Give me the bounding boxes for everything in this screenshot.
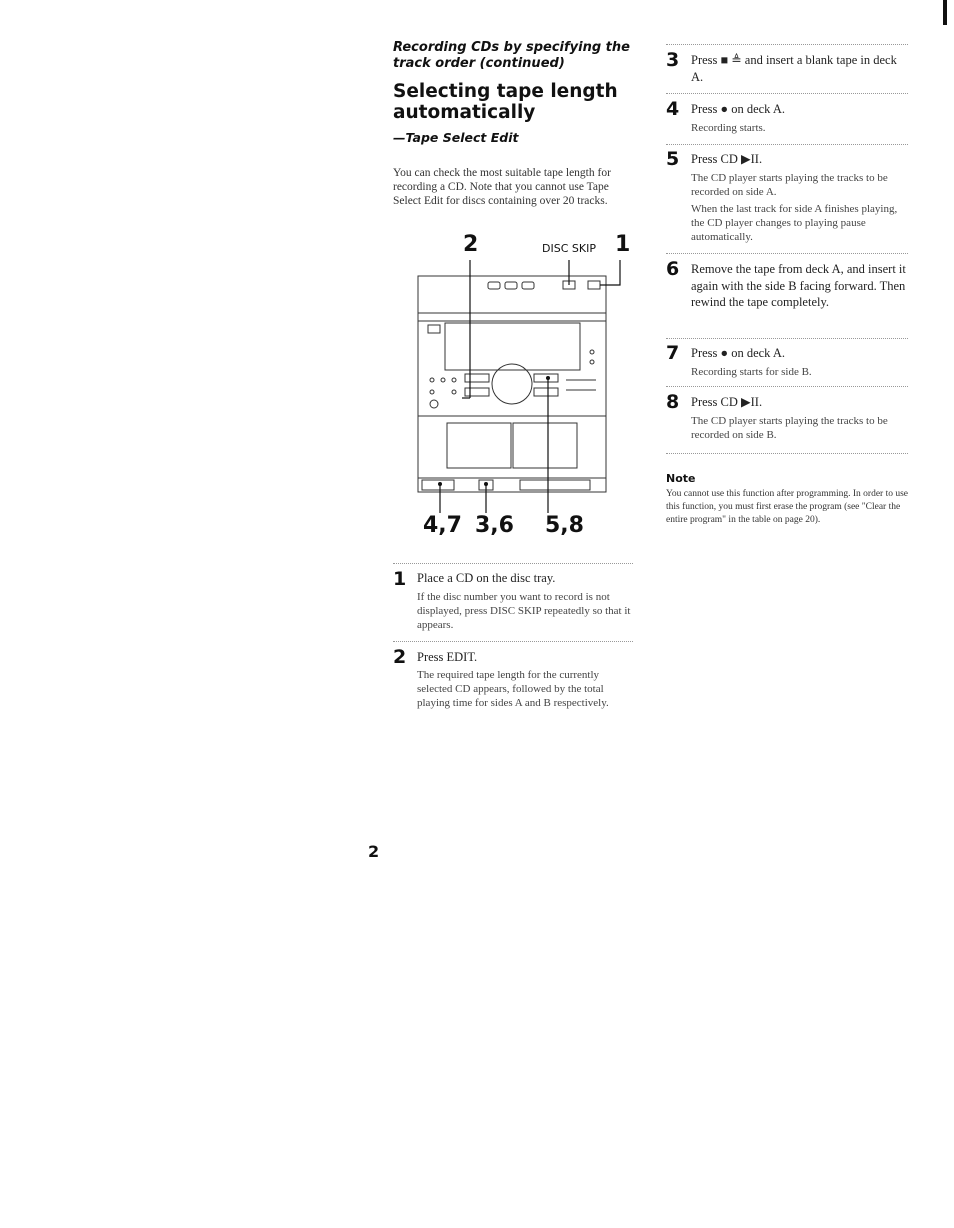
step-detail: If the disc number you want to record is not displayed, press DISC SKIP repeatedly so that it appears. (417, 591, 631, 631)
step-number: 2 (393, 646, 407, 668)
figure-label-disc-skip: DISC SKIP (542, 242, 596, 255)
figure-label-3-6: 3,6 (475, 513, 514, 538)
divider (666, 93, 908, 94)
step-detail-extra: When the last track for side A finishes playing, the CD player changes to playing pause automatically. (691, 203, 898, 243)
step-7 (666, 344, 911, 384)
divider (666, 253, 908, 254)
divider (666, 338, 908, 339)
continued-heading: Recording CDs by specifying the track order (continued) (393, 40, 630, 71)
section-subtitle: —Tape Select Edit (393, 130, 519, 145)
divider (666, 453, 908, 454)
step-instruction: Press ● on deck A. (691, 102, 786, 116)
step-number: 4 (666, 98, 680, 120)
step-number: 5 (666, 148, 680, 170)
step-instruction: Press ● on deck A. (691, 346, 786, 360)
step-number: 3 (666, 49, 680, 71)
step-4 (666, 100, 911, 140)
figure-label-1: 1 (615, 232, 631, 257)
step-detail: Recording starts. (691, 122, 766, 134)
divider (666, 386, 908, 387)
step-number: 8 (666, 391, 680, 413)
intro-paragraph: You can check the most suitable tape length for recording a CD. Note that you cannot use Tape Select Edit for discs containing over 20 tracks. (393, 167, 611, 207)
page-edge-tab-mark (943, 0, 947, 25)
note-body: You cannot use this function after programming. In order to use this function, you must first erase the program (see "Clear the entire program" in the table on page 20). (666, 489, 909, 525)
figure-label-4-7: 4,7 (423, 513, 462, 538)
divider (666, 144, 908, 145)
step-8 (666, 393, 911, 448)
step-1 (393, 570, 638, 640)
page-number: 2 (368, 842, 380, 861)
device-figure (400, 228, 640, 548)
section-title: Selecting tape length automatically (393, 81, 618, 123)
step-instruction: Place a CD on the disc tray. (417, 571, 556, 585)
step-2 (393, 648, 638, 728)
step-instruction: Press EDIT. (417, 650, 478, 664)
divider (393, 641, 633, 642)
step-6 (666, 260, 911, 330)
step-instruction: Remove the tape from deck A, and insert it again with the side B facing forward. Then rewind the tape completely. (691, 262, 906, 309)
step-detail: Recording starts for side B. (691, 366, 812, 378)
step-detail: The CD player starts playing the tracks to be recorded on side A. (691, 172, 888, 198)
step-instruction: Press ■ ≜ and insert a blank tape in deck A. (691, 53, 897, 84)
step-5 (666, 150, 911, 250)
step-number: 1 (393, 568, 407, 590)
step-number: 6 (666, 258, 680, 280)
figure-label-5-8: 5,8 (545, 513, 584, 538)
step-detail: The CD player starts playing the tracks to be recorded on side B. (691, 415, 888, 441)
step-number: 7 (666, 342, 680, 364)
step-instruction: Press CD ▶II. (691, 152, 763, 166)
step-detail: The required tape length for the currently selected CD appears, followed by the total playing time for sides A and B respectively. (417, 669, 609, 709)
step-3 (666, 51, 911, 87)
stereo-drawing (400, 228, 640, 518)
figure-label-2: 2 (463, 232, 479, 257)
note-title: Note (666, 472, 696, 485)
step-instruction: Press CD ▶II. (691, 395, 763, 409)
divider (393, 563, 633, 564)
divider (666, 44, 908, 45)
